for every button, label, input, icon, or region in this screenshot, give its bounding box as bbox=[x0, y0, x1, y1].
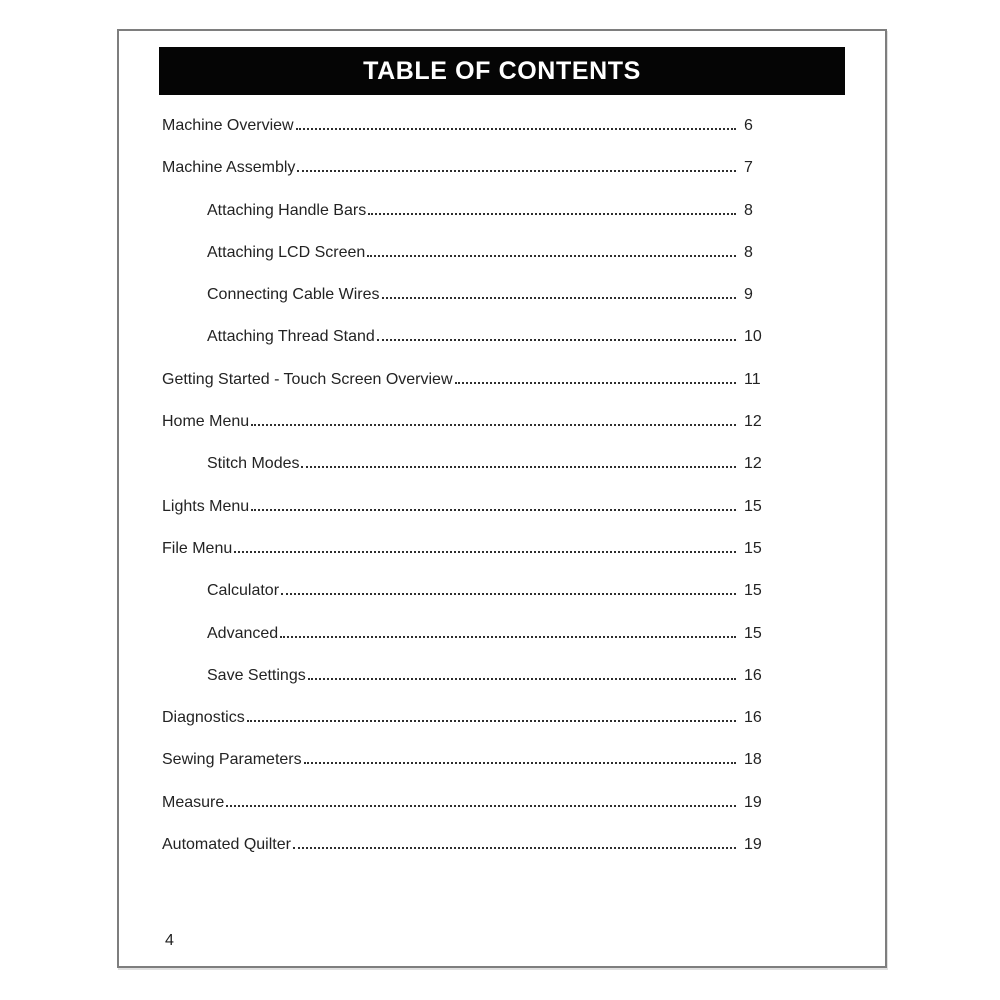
toc-entry-label: Sewing Parameters bbox=[162, 751, 302, 769]
toc-entry bbox=[162, 328, 770, 348]
footer-page-number: 4 bbox=[165, 932, 174, 949]
toc-entry-page-number: 11 bbox=[744, 370, 761, 388]
toc-entry bbox=[162, 413, 770, 433]
toc-entry-label: Lights Menu bbox=[162, 497, 250, 515]
toc-entry bbox=[162, 836, 770, 856]
toc-entry bbox=[162, 286, 770, 306]
toc-entry-label: Save Settings bbox=[207, 666, 306, 684]
toc-entry bbox=[162, 455, 770, 475]
dot-leader bbox=[234, 551, 736, 553]
toc-entry-label: Connecting Cable Wires bbox=[207, 286, 380, 304]
toc-entry-label: Advanced bbox=[207, 624, 279, 642]
document-page bbox=[117, 29, 887, 968]
toc-entry-label: Calculator bbox=[207, 582, 280, 600]
toc-entry bbox=[162, 117, 770, 137]
dot-leader bbox=[455, 382, 736, 384]
toc-entry-page-number: 10 bbox=[744, 328, 762, 346]
toc-entry bbox=[162, 794, 770, 814]
dot-leader bbox=[304, 762, 736, 764]
page-title: TABLE OF CONTENTS bbox=[363, 56, 641, 85]
toc-entry-page-number: 18 bbox=[744, 751, 762, 769]
toc-entry bbox=[162, 709, 770, 729]
toc-entry-page-number: 19 bbox=[744, 836, 762, 854]
toc-entry-page-number: 15 bbox=[744, 539, 762, 557]
toc-entry-label: Measure bbox=[162, 793, 225, 811]
toc-entry-page-number: 15 bbox=[744, 497, 762, 515]
dot-leader bbox=[301, 466, 736, 468]
dot-leader bbox=[293, 847, 736, 849]
dot-leader bbox=[281, 593, 736, 595]
dot-leader bbox=[251, 424, 736, 426]
toc-entry-label: Machine Assembly bbox=[162, 159, 296, 177]
toc-entry-page-number: 8 bbox=[744, 243, 753, 261]
toc-entry bbox=[162, 202, 770, 222]
toc-entry-page-number: 7 bbox=[744, 159, 753, 177]
toc-entry bbox=[162, 498, 770, 518]
toc-entry-label: Attaching LCD Screen bbox=[207, 243, 366, 261]
toc-entry bbox=[162, 371, 770, 391]
toc-entry-label: Diagnostics bbox=[162, 709, 245, 727]
toc-entry-page-number: 12 bbox=[744, 455, 762, 473]
toc-entry-page-number: 15 bbox=[744, 582, 762, 600]
toc-entry bbox=[162, 159, 770, 179]
dot-leader bbox=[368, 213, 736, 215]
toc-entry-label: Attaching Handle Bars bbox=[207, 201, 367, 219]
toc-entry-page-number: 15 bbox=[744, 624, 762, 642]
dot-leader bbox=[226, 805, 736, 807]
toc-entry bbox=[162, 244, 770, 264]
toc-entry bbox=[162, 667, 770, 687]
toc-entry-page-number: 8 bbox=[744, 201, 753, 219]
toc-entry-label: File Menu bbox=[162, 539, 233, 557]
toc-entry bbox=[162, 625, 770, 645]
toc-entry-label: Getting Started - Touch Screen Overview bbox=[162, 370, 453, 388]
toc-entry-page-number: 19 bbox=[744, 793, 762, 811]
dot-leader bbox=[247, 720, 736, 722]
dot-leader bbox=[377, 339, 736, 341]
toc-header-bar bbox=[159, 47, 845, 95]
toc-entry bbox=[162, 540, 770, 560]
toc-entry bbox=[162, 751, 770, 771]
dot-leader bbox=[367, 255, 736, 257]
dot-leader bbox=[296, 128, 736, 130]
toc-list bbox=[162, 117, 770, 856]
dot-leader bbox=[251, 509, 736, 511]
toc-entry bbox=[162, 582, 770, 602]
toc-entry-page-number: 6 bbox=[744, 117, 753, 134]
dot-leader bbox=[280, 636, 736, 638]
toc-entry-page-number: 9 bbox=[744, 286, 753, 304]
toc-entry-page-number: 16 bbox=[744, 709, 762, 727]
toc-entry-label: Machine Overview bbox=[162, 117, 294, 134]
dot-leader bbox=[308, 678, 736, 680]
dot-leader bbox=[382, 297, 736, 299]
toc-entry-label: Automated Quilter bbox=[162, 836, 291, 854]
toc-entry-page-number: 16 bbox=[744, 666, 762, 684]
dot-leader bbox=[297, 170, 736, 172]
toc-entry-label: Attaching Thread Stand bbox=[207, 328, 375, 346]
toc-entry-page-number: 12 bbox=[744, 413, 762, 431]
toc-entry-label: Stitch Modes bbox=[207, 455, 300, 473]
toc-entry-label: Home Menu bbox=[162, 413, 250, 431]
